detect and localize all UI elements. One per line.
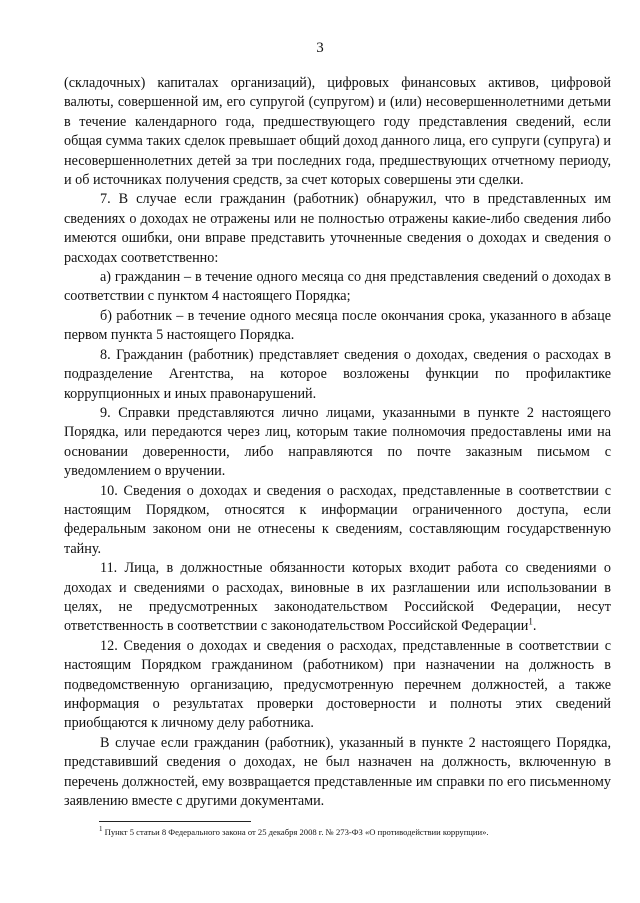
footnote-reference: 1 — [528, 616, 533, 627]
paragraph-12-second: В случае если гражданин (работник), указанный в пункте 2 настоящего Порядка, представивший сведения о доходах, не был назначен на должность, включенную в перечень должностей, ему возвращается представленные им справки по его письменному заявлению вместе с другими документами. — [64, 734, 611, 810]
paragraph-continuation: (складочных) капиталах организаций), цифровых финансовых активов, цифровой валюты, совершенной им, его супругой (супругом) и (или) несовершеннолетними детьми в течение календарного года, предшествующего году представления сведений, если общая сумма таких сделок превышает общий доход данного лица, его супруги (супруга) и несовершеннолетних детей за три последних года, предшествующих отчетному периоду, и об источниках получения средств, за счет которых совершены эти сделки. — [64, 75, 611, 189]
paragraph-9: 9. Справки представляются лично лицами, указанными в пункте 2 настоящего Порядка, или передаются через лиц, которым такие полномочия предоставлены ими на основании доверенности, либо направляются по почте заказным письмом с уведомлением о вручении. — [64, 404, 611, 480]
footnote-text: Пункт 5 статьи 8 Федерального закона от 25 декабря 2008 г. № 273-ФЗ «О противодействии коррупции». — [102, 827, 489, 837]
document-body — [64, 74, 611, 811]
paragraph-7: 7. В случае если гражданин (работник) обнаружил, что в представленных им сведениях о доходах не отражены или не полностью отражены какие-либо сведения либо имеются ошибки, они вправе представить уточненные сведения о доходах и сведения о расходах соответственно: — [64, 191, 611, 266]
paragraph-12: 12. Сведения о доходах и сведения о расходах, представленные в соответствии с настоящим Порядком гражданином (работником) при назначении на должность в подведомственную организацию, предусмотренную перечнем должностей, а также информация о результатах проверки достоверности и полноты этих сведений приобщаются к личному делу работника. — [64, 637, 611, 732]
paragraph-11-text: 11. Лица, в должностные обязанности которых входит работа со сведениями о доходах и сведениями о расходах, виновные в их разглашении или использовании в целях, не предусмотренных законодательством Российской Федерации, несут ответственность в соответствии с законодательством Российской Федерации — [64, 560, 611, 635]
paragraph-11: 11. Лица, в должностные обязанности которых входит работа со сведениями о доходах и сведениями о расходах, виновные в их разглашении или использовании в целях, не предусмотренных законодательством Российской Федерации, несут ответственность в соответствии с законодательством Российской Федерации$^1$. — [64, 560, 611, 635]
paragraph-7b: б) работник – в течение одного месяца после окончания срока, указанного в абзаце первом пункта 5 настоящего Порядка. — [64, 307, 611, 344]
footnote-separator — [99, 821, 251, 822]
page-number: 3 — [316, 40, 324, 56]
paragraph-7a: а) гражданин – в течение одного месяца со дня представления сведений о доходах в соответствии с пунктом 4 настоящего Порядка; — [64, 269, 611, 305]
paragraph-10: 10. Сведения о доходах и сведения о расходах, представленные в соответствии с настоящим Порядком, относятся к информации ограниченного доступа, если федеральным законом они не отнесены к сведениям, составляющим государственную тайну. — [64, 482, 611, 557]
footnote — [99, 827, 609, 838]
paragraph-8: 8. Гражданин (работник) представляет сведения о доходах, сведения о расходах в подразделение Агентства, на которое возложены функции по профилактике коррупционных и иных правонарушений. — [64, 346, 611, 402]
footnote-number: 1 — [99, 825, 103, 834]
